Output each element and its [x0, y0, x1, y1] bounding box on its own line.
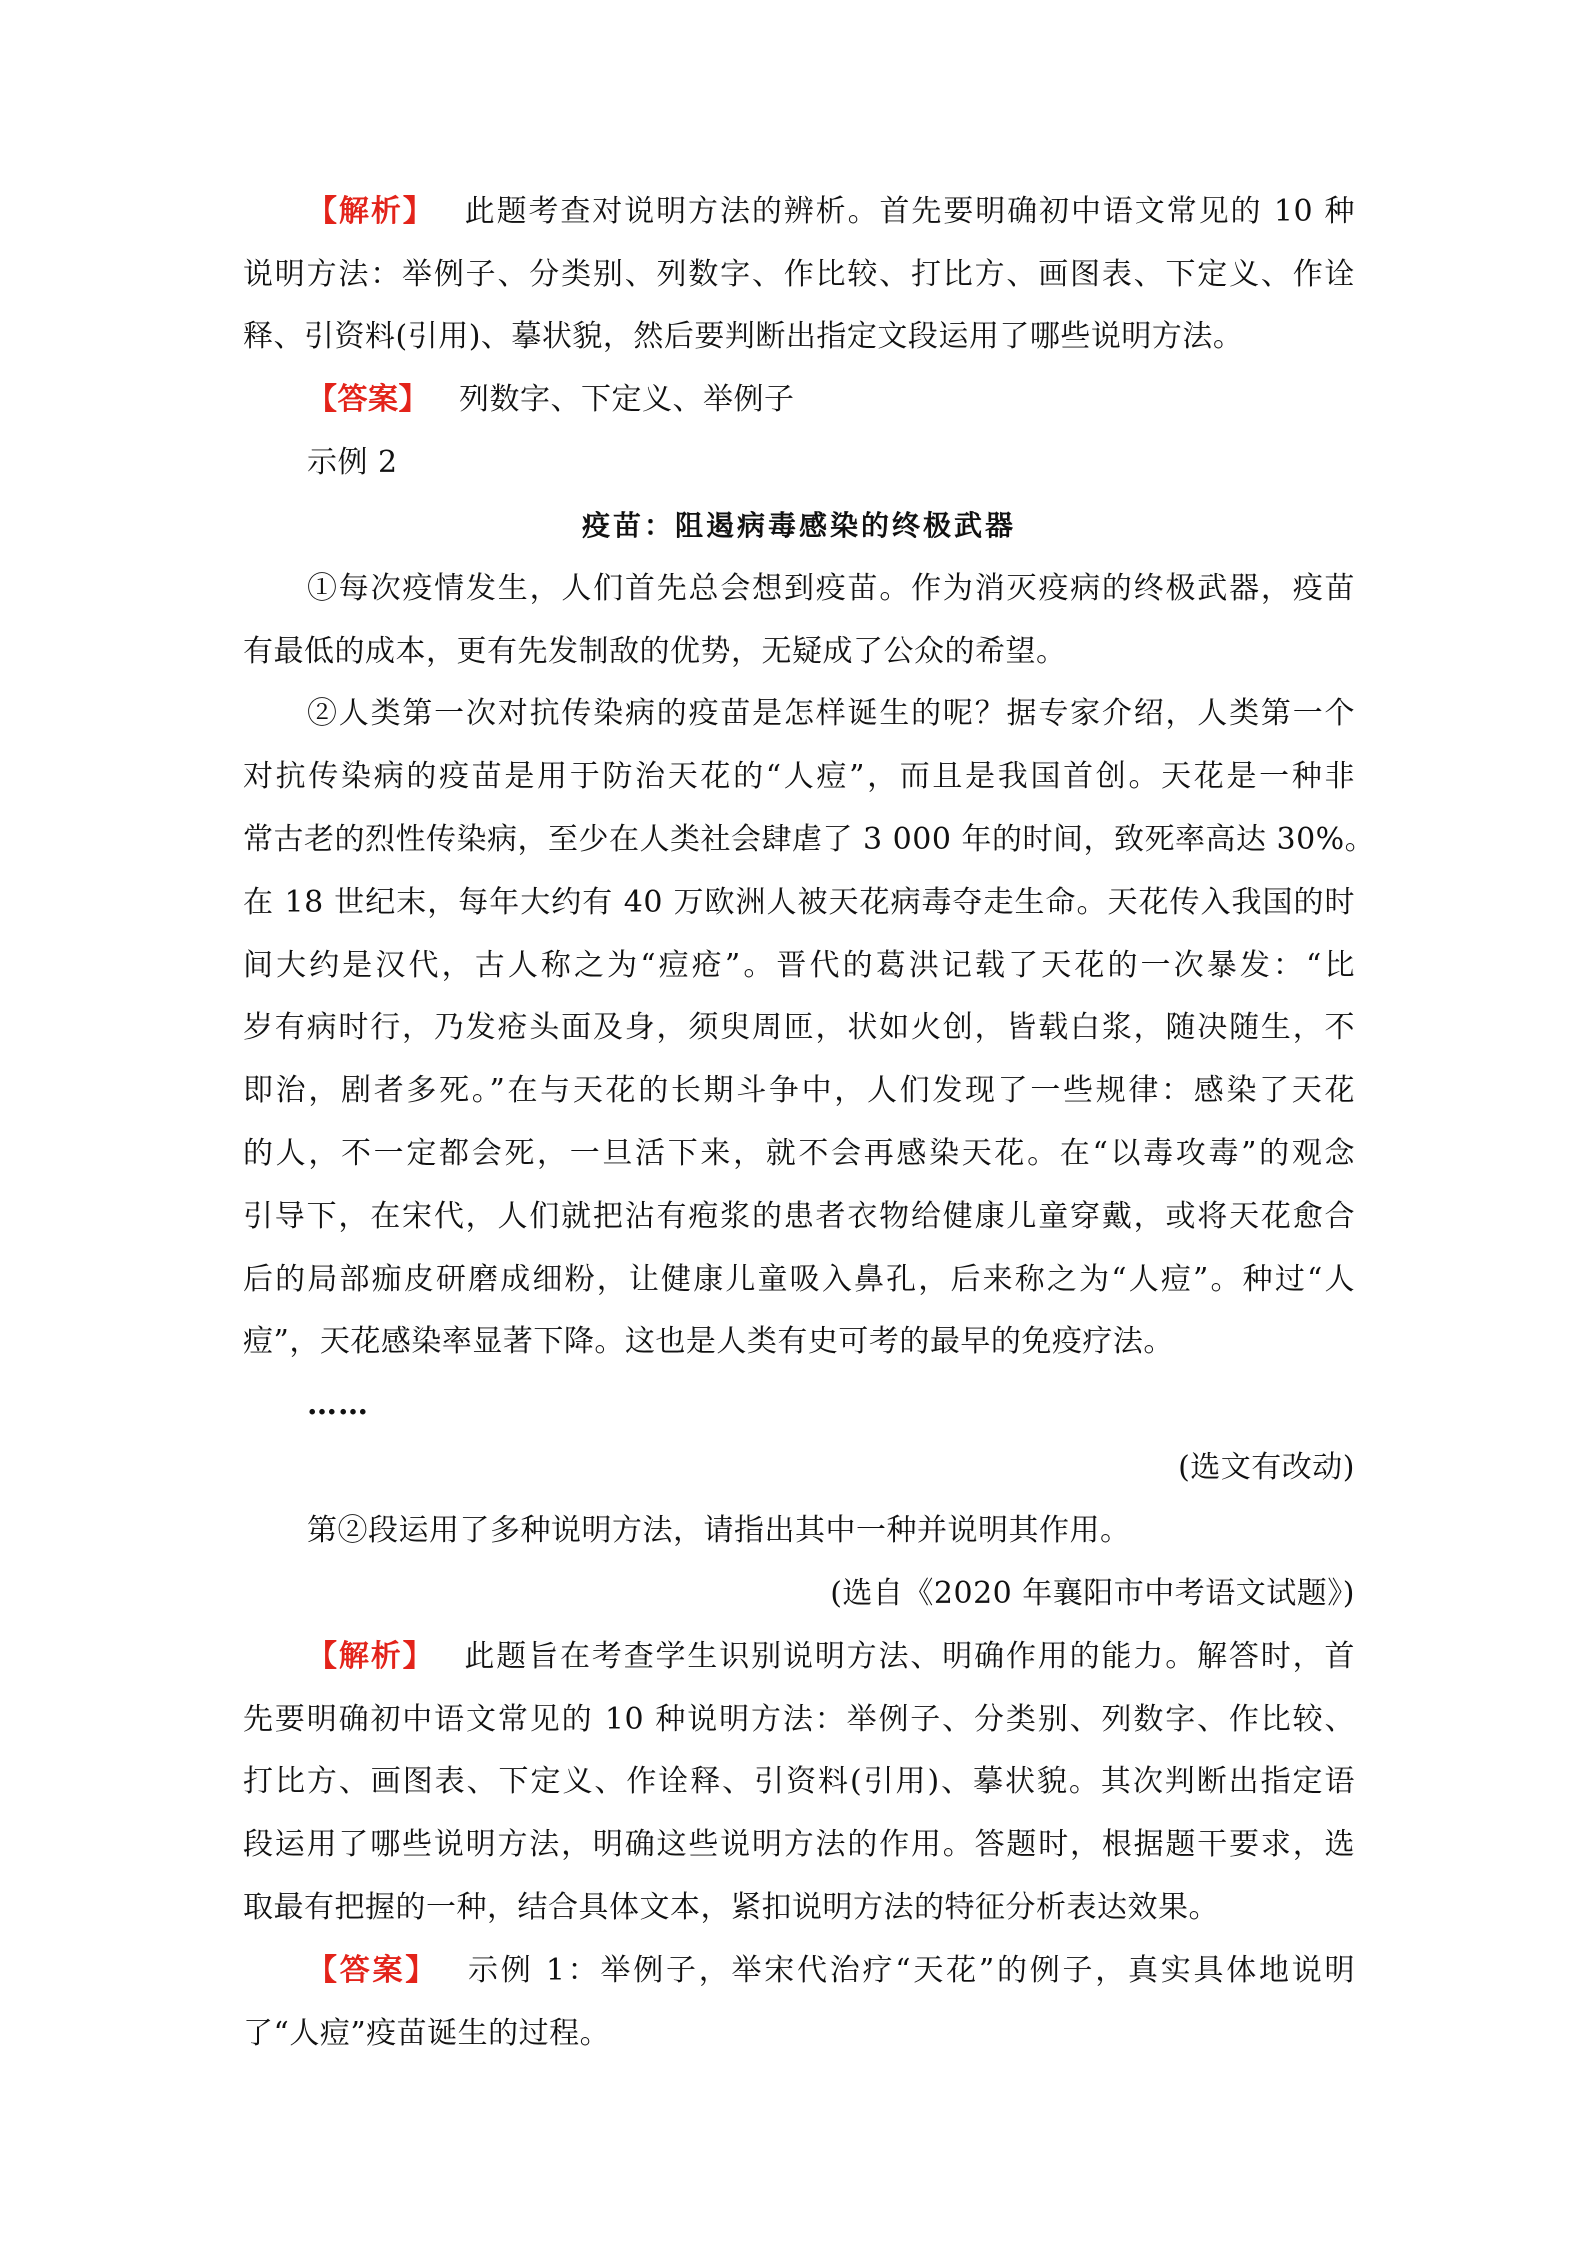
analysis-paragraph-2-line-1 [307, 1637, 1355, 1677]
article-para-2-line-9: 引导下，在宋代，人们就把沾有疱浆的患者衣物给健康儿童穿戴，或将天花愈合 [243, 1199, 1355, 1234]
answer-label: 【答案】 [307, 382, 429, 417]
article-para-2-line-4: 在 18 世纪末，每年大约有 40 万欧洲人被天花病毒夺走生命。天花传入我国的时 [243, 885, 1355, 920]
article-para-2-line-2: 对抗传染病的疫苗是用于防治天花的“人痘”，而且是我国首创。天花是一种非 [243, 759, 1355, 794]
article-para-2-line-5: 间大约是汉代，古人称之为“痘疮”。晋代的葛洪记载了天花的一次暴发：“比 [243, 948, 1355, 983]
article-source-note: (选文有改动) [1178, 1450, 1355, 1485]
analysis-text: 此题旨在考查学生识别说明方法、明确作用的能力。解答时，首 [464, 1639, 1356, 1674]
analysis-text: 此题考查对说明方法的辨析。首先要明确初中语文常见的 10 种 [464, 194, 1356, 229]
article-title: 疫苗：阻遏病毒感染的终极武器 [581, 509, 1016, 542]
article-para-2-line-1: ②人类第一次对抗传染病的疫苗是怎样诞生的呢？据专家介绍，人类第一个 [307, 696, 1355, 731]
answer-label: 【答案】 [307, 1953, 439, 1988]
analysis-paragraph-2-line-3: 打比方、画图表、下定义、作诠释、引资料(引用)、摹状貌。其次判断出指定语 [243, 1764, 1355, 1799]
question-source: (选自《2020 年襄阳市中考语文试题》) [830, 1576, 1355, 1611]
analysis-paragraph-2-line-4: 段运用了哪些说明方法，明确这些说明方法的作用。答题时，根据题干要求，选 [243, 1827, 1355, 1862]
analysis-paragraph-1-line-3: 释、引资料(引用)、摹状貌，然后要判断出指定文段运用了哪些说明方法。 [243, 319, 1244, 354]
analysis-paragraph-1-line-2: 说明方法：举例子、分类别、列数字、作比较、打比方、画图表、下定义、作诠 [243, 257, 1355, 292]
article-para-2-line-8: 的人，不一定都会死，一旦活下来，就不会再感染天花。在“以毒攻毒”的观念 [243, 1136, 1355, 1171]
article-para-2-line-6: 岁有病时行，乃发疮头面及身，须臾周匝，状如火创，皆载白浆，随决随生，不 [243, 1010, 1355, 1045]
article-para-2-line-7: 即治，剧者多死。”在与天花的长期斗争中，人们发现了一些规律：感染了天花 [243, 1073, 1355, 1108]
analysis-label: 【解析】 [307, 1639, 435, 1674]
question-text: 第②段运用了多种说明方法，请指出其中一种并说明其作用。 [307, 1513, 1131, 1548]
article-para-2-line-10: 后的局部痂皮研磨成细粉，让健康儿童吸入鼻孔，后来称之为“人痘”。种过“人 [243, 1262, 1355, 1297]
article-para-1-line-2: 有最低的成本，更有先发制敌的优势，无疑成了公众的希望。 [243, 634, 1067, 669]
answer-text: 列数字、下定义、举例子 [459, 382, 795, 417]
answer-paragraph-2-line-2: 了“人痘”疫苗诞生的过程。 [243, 2016, 611, 2051]
example-heading: 示例 2 [307, 445, 398, 480]
answer-text: 示例 1：举例子，举宋代治疗“天花”的例子，真实具体地说明 [468, 1953, 1356, 1988]
analysis-paragraph-2-line-5: 取最有把握的一种，结合具体文本，紧扣说明方法的特征分析表达效果。 [243, 1890, 1219, 1925]
analysis-paragraph-2-line-2: 先要明确初中语文常见的 10 种说明方法：举例子、分类别、列数字、作比较、 [243, 1702, 1355, 1737]
answer-paragraph-1 [307, 380, 1355, 420]
article-para-2-line-11: 痘”，天花感染率显著下降。这也是人类有史可考的最早的免疫疗法。 [243, 1324, 1174, 1359]
article-para-2-line-3: 常古老的烈性传染病，至少在人类社会肆虐了 3 000 年的时间，致死率高达 30%。 [243, 822, 1376, 857]
article-ellipsis: …… [307, 1387, 369, 1422]
analysis-paragraph-1-line-1 [307, 192, 1355, 232]
article-para-1-line-1: ①每次疫情发生，人们首先总会想到疫苗。作为消灭疫病的终极武器，疫苗 [307, 571, 1355, 606]
analysis-label: 【解析】 [307, 194, 435, 229]
answer-paragraph-2-line-1 [307, 1951, 1355, 1991]
